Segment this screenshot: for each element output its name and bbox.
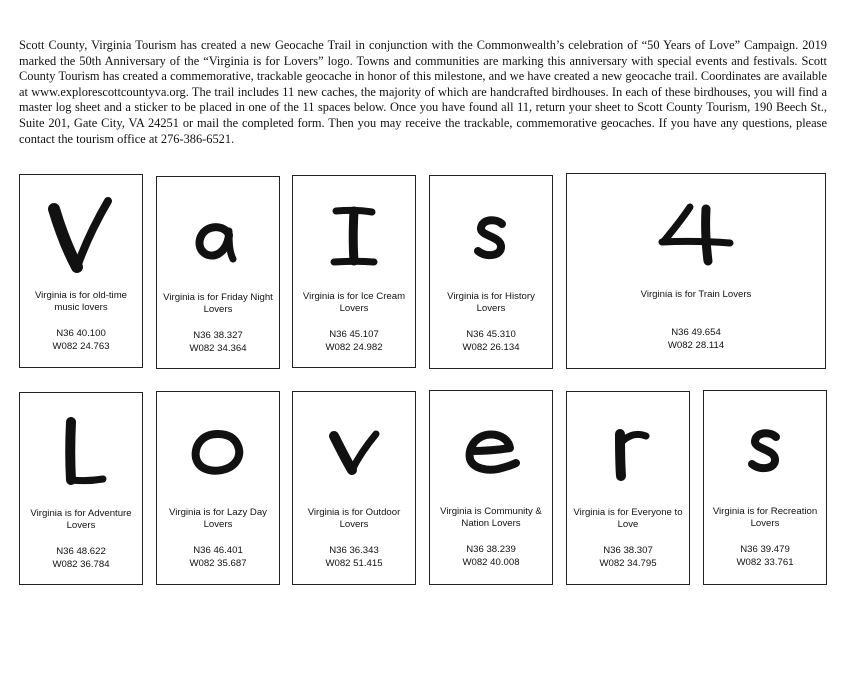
card-label: Virginia is for Everyone to Love bbox=[573, 507, 683, 530]
card-longitude: W082 33.761 bbox=[736, 557, 794, 568]
letter-v-brush bbox=[46, 195, 116, 275]
letter-l-brush bbox=[51, 416, 111, 491]
letter-4-graphic bbox=[567, 184, 825, 284]
cache-card-recreation bbox=[703, 390, 827, 585]
letter-s-lower-graphic bbox=[704, 401, 826, 501]
letter-a-brush bbox=[188, 207, 248, 267]
card-longitude: W082 34.795 bbox=[599, 558, 657, 569]
letter-v-graphic bbox=[20, 185, 142, 285]
card-latitude: N36 45.310 bbox=[466, 329, 516, 340]
card-longitude: W082 28.114 bbox=[667, 340, 725, 351]
card-latitude: N36 38.307 bbox=[603, 545, 653, 556]
card-coordinates bbox=[293, 544, 415, 570]
letter-v-lower-brush bbox=[324, 424, 384, 480]
letter-a-graphic bbox=[157, 187, 279, 287]
card-coordinates bbox=[20, 327, 142, 353]
cache-card-lazy-day bbox=[156, 391, 280, 585]
card-coordinates bbox=[567, 544, 689, 570]
cache-card-community bbox=[429, 390, 553, 585]
cache-card-friday-night bbox=[156, 176, 280, 369]
card-label: Virginia is for Ice Cream Lovers bbox=[302, 291, 406, 314]
card-latitude: N36 48.622 bbox=[56, 546, 106, 557]
letter-v-lower-graphic bbox=[293, 402, 415, 502]
card-label: Virginia is for Lazy Day Lovers bbox=[169, 507, 267, 530]
card-label: Virginia is for Recreation Lovers bbox=[712, 506, 818, 529]
card-longitude: W082 24.763 bbox=[52, 341, 110, 352]
letter-s-brush bbox=[466, 206, 516, 266]
letter-o-brush bbox=[186, 424, 250, 480]
card-coordinates bbox=[430, 328, 552, 354]
letter-r-graphic bbox=[567, 402, 689, 502]
card-longitude: W082 35.687 bbox=[189, 558, 247, 569]
card-latitude: N36 46.401 bbox=[193, 545, 243, 556]
card-longitude: W082 36.784 bbox=[52, 559, 110, 570]
card-label: Virginia is for Outdoor Lovers bbox=[307, 507, 401, 530]
card-label: Virginia is for Friday Night Lovers bbox=[163, 292, 273, 315]
letter-r-brush bbox=[598, 422, 658, 482]
letter-o-graphic bbox=[157, 402, 279, 502]
letter-i-graphic bbox=[293, 186, 415, 286]
card-coordinates bbox=[157, 329, 279, 355]
cache-card-outdoor bbox=[292, 391, 416, 585]
card-label: Virginia is for Train Lovers bbox=[640, 289, 752, 300]
card-coordinates bbox=[157, 544, 279, 570]
cache-card-adventure bbox=[19, 392, 143, 585]
cache-card-train bbox=[566, 173, 826, 369]
card-label: Virginia is for History Lovers bbox=[447, 291, 535, 314]
card-latitude: N36 39.479 bbox=[740, 544, 790, 555]
letter-e-brush bbox=[458, 423, 524, 479]
card-label: Virginia is for old-time music lovers bbox=[34, 290, 128, 313]
card-label: Virginia is for Adventure Lovers bbox=[30, 508, 132, 531]
card-coordinates bbox=[293, 328, 415, 354]
card-coordinates bbox=[20, 545, 142, 571]
card-coordinates bbox=[567, 326, 825, 352]
card-latitude: N36 38.327 bbox=[193, 330, 243, 341]
letter-s-graphic bbox=[430, 186, 552, 286]
cache-card-everyone bbox=[566, 391, 690, 585]
cache-card-old-time-music bbox=[19, 174, 143, 368]
card-latitude: N36 45.107 bbox=[329, 329, 379, 340]
letter-s-lower-brush bbox=[740, 421, 790, 481]
card-coordinates bbox=[430, 543, 552, 569]
card-latitude: N36 36.343 bbox=[329, 545, 379, 556]
cache-card-ice-cream bbox=[292, 175, 416, 368]
card-coordinates bbox=[704, 543, 826, 569]
letter-i-brush bbox=[322, 201, 386, 271]
digit-4-brush bbox=[656, 199, 736, 269]
card-longitude: W082 34.364 bbox=[189, 343, 247, 354]
card-label: Virginia is Community & Nation Lovers bbox=[440, 506, 542, 529]
cache-card-history bbox=[429, 175, 553, 369]
card-longitude: W082 24.982 bbox=[325, 342, 383, 353]
card-latitude: N36 38.239 bbox=[466, 544, 516, 555]
card-longitude: W082 51.415 bbox=[325, 558, 383, 569]
card-latitude: N36 49.654 bbox=[671, 327, 721, 338]
card-longitude: W082 40.008 bbox=[462, 557, 520, 568]
card-longitude: W082 26.134 bbox=[462, 342, 520, 353]
intro-paragraph: Scott County, Virginia Tourism has created a new Geocache Trail in conjunction with the Commonwealth’s celebration of “50 Years of Love” Campaign. 2019 marked the 50th Anniversary of the “Virginia is for Lovers” logo. Towns and communities are marking this anniversary with special events and festivals. Scott County Tourism has created a commemorative, trackable geocache in honor of this milestone, and we have created a new geocache trail. Coordinates are available at www.explorescottcountyva.org. The trail includes 11 new caches, the majority of which are handcrafted birdhouses. In each of these birdhouses, you will find a master log sheet and a sticker to be placed in one of the 11 spaces below. Once you have found all 11, return your sheet to Scott County Tourism, 190 Beech St., Suite 201, Gate City, VA 24251 or mail the completed form. Then you may receive the trackable, commemorative geocaches. If you have any questions, please contact the tourism office at 276-386-6521. bbox=[19, 38, 827, 146]
letter-e-graphic bbox=[430, 401, 552, 501]
card-latitude: N36 40.100 bbox=[56, 328, 106, 339]
letter-l-graphic bbox=[20, 403, 142, 503]
